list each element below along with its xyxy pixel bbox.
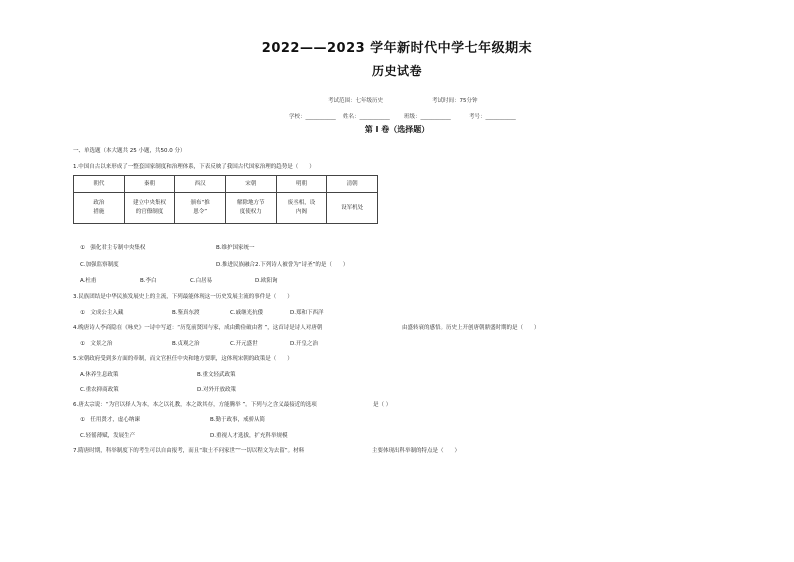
exam-time: 考试时间：75分钟 bbox=[432, 98, 478, 104]
option-b: B.重文轻武政策 bbox=[197, 372, 236, 378]
table-row bbox=[74, 193, 378, 224]
option-d: D.重视人才选拔，扩充科举规模 bbox=[210, 433, 288, 439]
table-header-cell: 秦朝 bbox=[124, 176, 175, 193]
part-heading: 一、单选题（本大题共 25 小题，共50.0 分） bbox=[73, 148, 186, 154]
question-6-stem: 6.唐太宗说：“为官以择人为本，本之以礼教，本之欲其存，方能腾举 ”。下列与之含义最接近的选项 bbox=[73, 402, 317, 408]
question-1-table bbox=[73, 175, 378, 224]
option-c: C.轻徭薄赋，发展生产 bbox=[80, 433, 136, 439]
option-a: ① 任用贤才，虚心纳谏 bbox=[80, 417, 140, 423]
option-b: B.鉴真东渡 bbox=[172, 310, 200, 316]
table-cell bbox=[124, 193, 175, 224]
question-5-stem: 5.宋朝政府受到多方面的牵制，而文官担任中央和地方要职，这体现宋朝的政策是（ ） bbox=[73, 356, 293, 362]
option-d: D.推进民族融合2.下列诗人被誉为“诗圣”的是（ ） bbox=[216, 262, 349, 268]
option-c: C.戚继光抗倭 bbox=[230, 310, 264, 316]
table-header-cell: 朝代 bbox=[74, 176, 125, 193]
option-d: D.郑和下西洋 bbox=[290, 310, 324, 316]
option-a: A.休养生息政策 bbox=[80, 372, 119, 378]
cell-line: 建立中央集权 bbox=[132, 200, 166, 206]
exam-subtitle: 历史试卷 bbox=[371, 64, 422, 78]
option-c: C.白居易 bbox=[190, 278, 213, 284]
option-a: A.杜甫 bbox=[80, 278, 97, 284]
table-cell bbox=[276, 193, 327, 224]
question-3-stem: 3.民族团结是中华民族发展史上的主流，下列最能体现这一历史发展主流的事件是（ ） bbox=[73, 294, 293, 300]
number-field: 考号：___________ bbox=[469, 114, 516, 120]
cell-line: 度使权力 bbox=[239, 209, 262, 215]
section-title: 第 I 卷（选择题） bbox=[364, 125, 430, 134]
table-header-cell: 明朝 bbox=[276, 176, 327, 193]
option-c: C.重农抑商政策 bbox=[80, 387, 119, 393]
question-4-stem: 4.晚唐诗人李商隐在《咏史》一诗中写道：“历览前贤国与家，成由勤俭破由奢 ”，这首诗是诗人对唐朝 bbox=[73, 325, 323, 331]
table-header-cell: 宋朝 bbox=[225, 176, 276, 193]
table-cell bbox=[327, 193, 378, 224]
option-b: B.李白 bbox=[140, 278, 157, 284]
option-b: B.维护国家统一 bbox=[216, 245, 255, 251]
option-a: ① 文景之治 bbox=[80, 341, 113, 347]
option-d: D.开皇之治 bbox=[290, 341, 318, 347]
option-d: D.欧阳询 bbox=[255, 278, 278, 284]
cell-line: 设军机处 bbox=[341, 204, 364, 211]
table-header-cell: 西汉 bbox=[175, 176, 226, 193]
option-a: ① 强化君主专制中央集权 bbox=[80, 245, 146, 251]
exam-scope: 考试范围：七年级历史 bbox=[328, 98, 384, 104]
option-d: D.对外开放政策 bbox=[197, 387, 236, 393]
question-1-stem: 1.中国自古以来形成了一整套国家制度和治理体系，下表反映了我国古代国家治理的趋势是（ ） bbox=[73, 164, 315, 170]
class-field: 班级：___________ bbox=[404, 114, 451, 120]
school-field: 学校：___________ bbox=[289, 114, 336, 120]
cell-line: 恩令” bbox=[193, 209, 208, 215]
cell-line: 的官僚制度 bbox=[135, 209, 164, 215]
option-a: ① 文成公主入藏 bbox=[80, 310, 124, 316]
cell-line: 解除地方节 bbox=[237, 200, 265, 206]
exam-title: 2022——2023 学年新时代中学七年级期末 bbox=[261, 41, 533, 56]
option-c: C.加强监察制度 bbox=[80, 262, 119, 268]
option-c: C.开元盛世 bbox=[230, 341, 258, 347]
cell-line: 废丞相，设 bbox=[287, 200, 316, 206]
cell-line: 颁布“推 bbox=[190, 200, 210, 206]
question-4-stem-cont: 由盛转衰的感悟。历史上开创唐朝鼎盛时期的是（ ） bbox=[402, 325, 540, 331]
option-b: B.勤于政事，戒骄从简 bbox=[210, 417, 266, 423]
name-field: 姓名：___________ bbox=[343, 114, 390, 120]
cell-line: 政治 bbox=[93, 200, 105, 206]
table-header-row bbox=[74, 176, 378, 193]
option-b: B.贞观之治 bbox=[172, 341, 200, 347]
table-header-cell: 清朝 bbox=[327, 176, 378, 193]
question-7-stem: 7.隋唐时期，科举制度下的考生可以自由报考，而且“取士不问家世”“一切以程文为去留”。材料 bbox=[73, 448, 305, 454]
table-cell bbox=[225, 193, 276, 224]
cell-line: 措施 bbox=[93, 209, 105, 215]
table-cell bbox=[175, 193, 226, 224]
question-6-stem-cont: 是（ ） bbox=[373, 402, 392, 408]
table-cell bbox=[74, 193, 125, 224]
cell-line: 内阁 bbox=[295, 209, 307, 215]
question-7-stem-cont: 主要体现出科举制的特点是（ ） bbox=[372, 448, 461, 454]
